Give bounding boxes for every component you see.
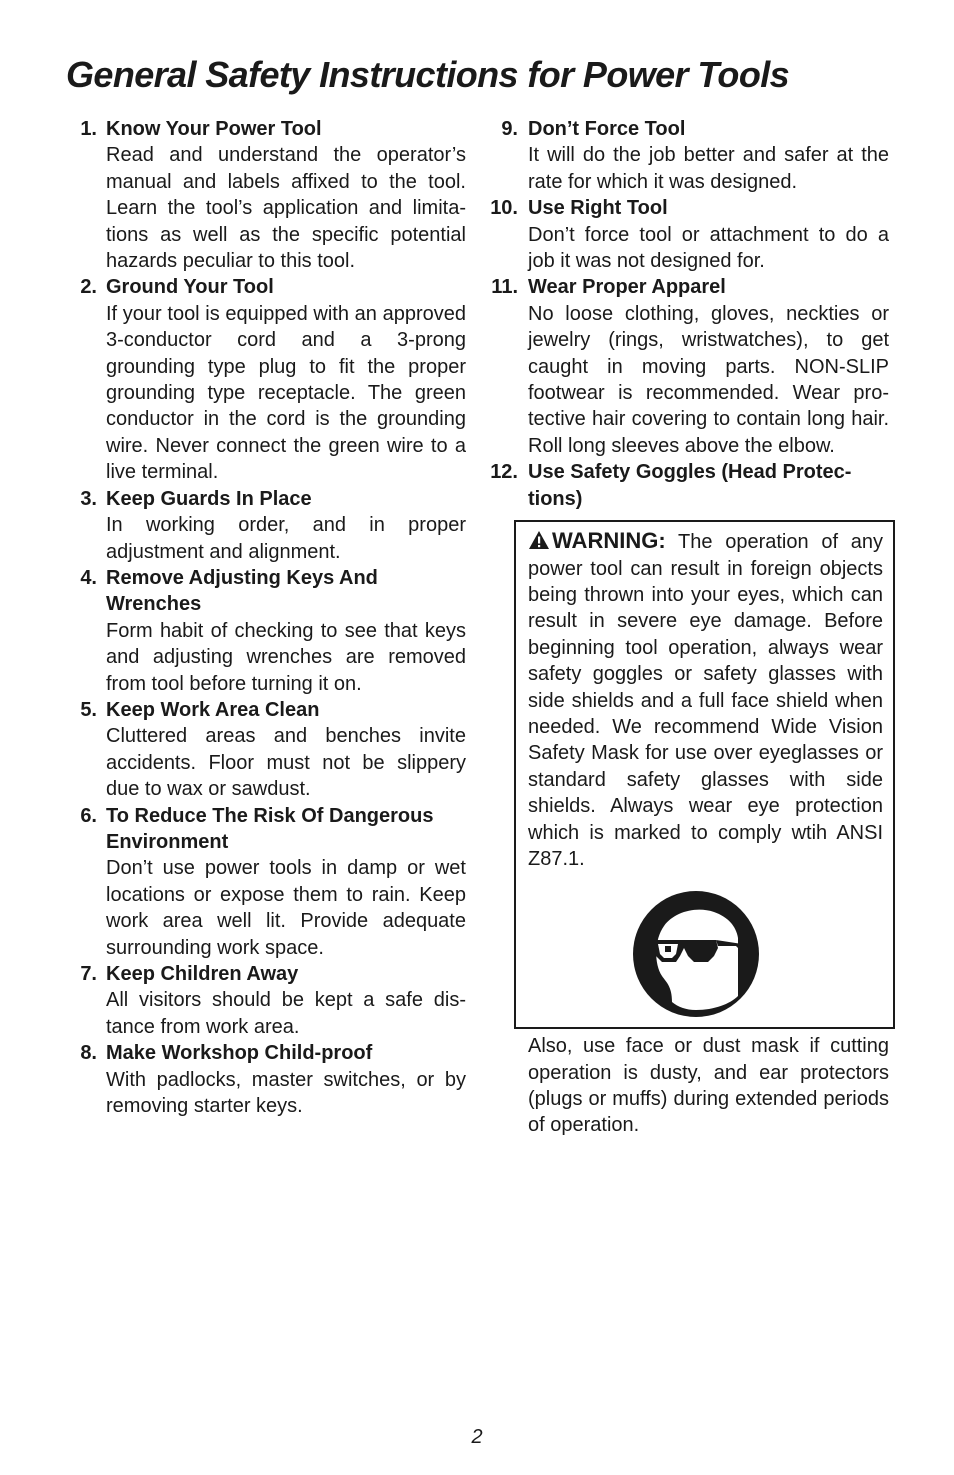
list-item [486,459,889,512]
item-body: In working order, and in proper adjustment and alignment. [106,514,466,563]
item-body: No loose clothing, gloves, neckties or jewelry (rings, wristwatches), to get caught in moving parts. NON-SLIP footwear is recommended. Wear protective hair covering to contain long hair. Roll long sleeves above the elbow. [528,302,889,457]
item-number: 4. [80,566,97,589]
list-item [66,1040,466,1119]
warning-body: The operation of any power tool can result in foreign objects being thrown into your eyes, which can result in severe eye damage. Before beginning tool operation, always wear safety goggles or safety glasses with side shields and a full face shield when needed. We recommend Wide Vision Safety Mask for use over eyeglasses or standard safety glasses with side shields. Always wear eye protection which is marked to comply wtih ANSI Z87.1. [528,531,883,870]
item-number: 11. [491,276,518,299]
item-number: 3. [80,487,97,510]
list-item [66,697,466,803]
item-heading: Make Workshop Child-proof [106,1042,373,1065]
item-heading: Know Your Power Tool [106,118,322,140]
item-heading: Remove Adjusting Keys And Wrenches [106,566,378,616]
list-item [66,961,466,1040]
list-item [486,116,889,195]
item-number: 10. [490,197,518,220]
item-body: With padlocks, master switches, or by removing starter keys. [106,1068,466,1118]
item-heading: Wear Proper Apparel [528,276,726,299]
list-item [486,274,889,459]
item-heading: Keep Guards In Place [106,487,312,510]
page-number: 2 [471,1426,483,1448]
item-number: 2. [80,276,97,299]
item-heading: Use Right Tool [528,197,668,220]
warning-label: WARNING: [552,528,666,554]
item-number: 7. [80,963,97,985]
item-number: 12. [490,461,518,484]
list-item [66,565,466,697]
item-number: 5. [80,698,97,721]
item-body: It will do the job better and safer at the rate for which it was designed. [528,144,889,193]
list-item [66,803,466,961]
warning-box [514,520,895,1029]
item-body: If your tool is equipped with an approved 3-conductor cord and a 3-prong grounding type plug to fit the proper grounding type receptacle. The green conductor in the cord is the grounding wire. Never connect the green wire to a live terminal. [106,302,466,484]
list-item [66,274,466,485]
item-body: Don’t use power tools in damp or wet locations or expose them to rain. Keep work area well lit. Provide adequate surrounding work space. [106,857,466,959]
safety-goggles-icon [632,890,760,1018]
right-column [486,116,889,1139]
after-warning-text: Also, use face or dust mask if cutting operation is dusty, and ear protectors (plugs or muffs) during extended periods of operation. [528,1035,889,1137]
item-body: Cluttered areas and benches invite accidents. Floor must not be slippery due to wax or sawdust. [106,725,466,801]
item-heading: Don’t Force Tool [528,118,686,140]
list-item [66,116,466,274]
item-heading: Ground Your Tool [106,276,274,299]
item-number: 1. [80,118,97,140]
item-heading: To Reduce The Risk Of Dangerous Environment [106,804,434,853]
item-heading: Keep Children Away [106,963,299,985]
item-number: 6. [80,804,97,827]
item-heading: Keep Work Area Clean [106,698,320,721]
list-item [486,195,889,274]
item-heading: Use Safety Goggles (Head Protections) [528,461,852,510]
item-number: 9. [501,118,518,140]
item-body: Form habit of checking to see that keys and adjusting wrenches are removed from tool before turning it on. [106,619,466,695]
list-item [66,486,466,565]
left-column [66,116,466,1119]
warning-triangle-icon [528,530,550,550]
item-body: Don’t force tool or attachment to do a job it was not designed for. [528,223,889,273]
warning-text [528,528,883,872]
item-body: All visitors should be kept a safe distance from work area. [106,989,466,1038]
item-body: Read and understand the operator’s manual and labels affixed to the tool. Learn the tool’s application and limitations as well as the specific potential hazards peculiar to this tool. [106,144,466,273]
item-number: 8. [80,1042,97,1065]
page-title: General Safety Instructions for Power Tools [66,54,790,95]
